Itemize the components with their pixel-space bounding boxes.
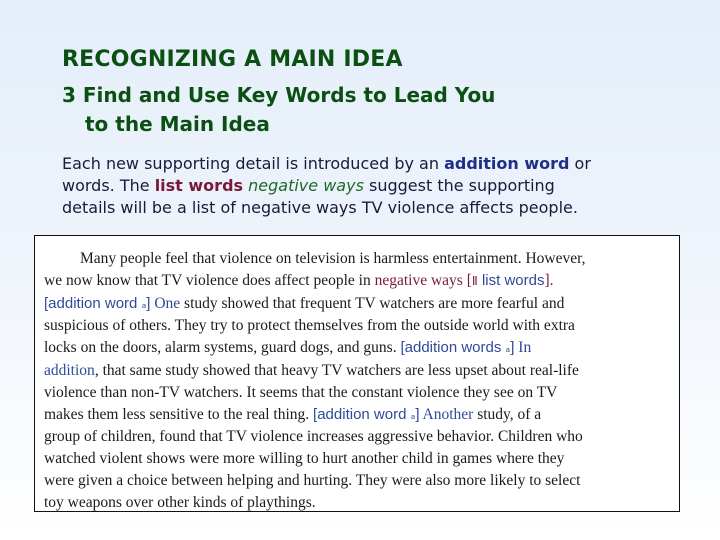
- addition-words-tag: [addition words: [400, 339, 502, 357]
- intro-line-3: details will be a list of negative ways TV violence affects people.: [62, 198, 578, 217]
- list-words-term: list words: [154, 176, 244, 195]
- passage-text: makes them less sensitive to the real thing.: [44, 405, 314, 423]
- negative-ways-phrase: negative ways: [374, 271, 463, 289]
- intro-text: or: [569, 154, 591, 173]
- passage-line-11: were given a choice between helping and hurting. They were also more likely to select: [44, 471, 581, 489]
- intro-line-1: [62, 153, 682, 175]
- signal-word-addition: addition: [44, 361, 95, 379]
- addition-word-term: addition word: [444, 154, 570, 173]
- addition-word-tag: addition word: [48, 294, 138, 312]
- addition-marker-icon: ₐ: [410, 407, 416, 422]
- passage-line-7: violence than non-TV watchers. It seems that the constant violence they see on TV: [44, 383, 558, 401]
- passage-line-10: watched violent shows were more willing to hurt another child in games where they: [44, 450, 565, 468]
- negative-ways-term: negative ways: [248, 176, 364, 195]
- bracket: ].: [544, 271, 554, 289]
- intro-text: words. The: [62, 176, 155, 195]
- intro-text: suggest the supporting: [363, 176, 555, 195]
- passage-text: study, of a: [473, 405, 542, 423]
- bracket: ]: [146, 294, 151, 312]
- addition-marker-icon: ₐ: [505, 341, 511, 356]
- slide-subtitle: [62, 81, 495, 139]
- slide-title: RECOGNIZING A MAIN IDEA: [62, 47, 403, 72]
- bracket: ]: [510, 339, 515, 357]
- bracket: [: [44, 294, 49, 312]
- passage-line-9: group of children, found that TV violence increases aggressive behavior. Children who: [44, 428, 583, 446]
- passage-line-3: [44, 293, 671, 316]
- passage-line-12: toy weapons over other kinds of playthings.: [44, 493, 316, 511]
- passage-text: study showed that frequent TV watchers are more fearful and: [180, 294, 565, 312]
- passage-text: , that same study showed that heavy TV watchers are less upset about real-life: [94, 361, 579, 379]
- bracket: ]: [415, 405, 420, 423]
- signal-word-another: Another: [419, 405, 474, 423]
- passage-box: [34, 235, 680, 512]
- passage-line-1: Many people feel that violence on television is harmless entertainment. However,: [80, 250, 586, 267]
- passage-line-4: suspicious of others. They try to protect themselves from the outside world with extra: [44, 317, 575, 335]
- subtitle-line-2: to the Main Idea: [85, 112, 270, 136]
- roman-two-icon: Ⅱ: [471, 273, 478, 288]
- intro-text: Each new supporting detail is introduced by an: [62, 154, 445, 173]
- passage-text: we now know that TV violence does affect people in: [44, 271, 375, 289]
- bracket: [: [462, 271, 472, 289]
- passage-line-8: [44, 404, 671, 427]
- subtitle-line-1: 3 Find and Use Key Words to Lead You: [62, 83, 496, 107]
- list-words-tag: list words: [477, 271, 545, 289]
- passage-line-2: [44, 270, 671, 293]
- signal-word-one: One: [150, 294, 181, 312]
- addition-marker-icon: ₐ: [141, 296, 147, 311]
- intro-line-2: [62, 175, 682, 197]
- passage-line-5: [44, 337, 671, 360]
- signal-word-in: In: [514, 339, 532, 357]
- passage-line-6: [44, 360, 671, 382]
- addition-word-tag: [addition word: [313, 405, 407, 423]
- passage-text: locks on the doors, alarm systems, guard dogs, and guns.: [44, 339, 401, 357]
- intro-paragraph: [62, 153, 682, 219]
